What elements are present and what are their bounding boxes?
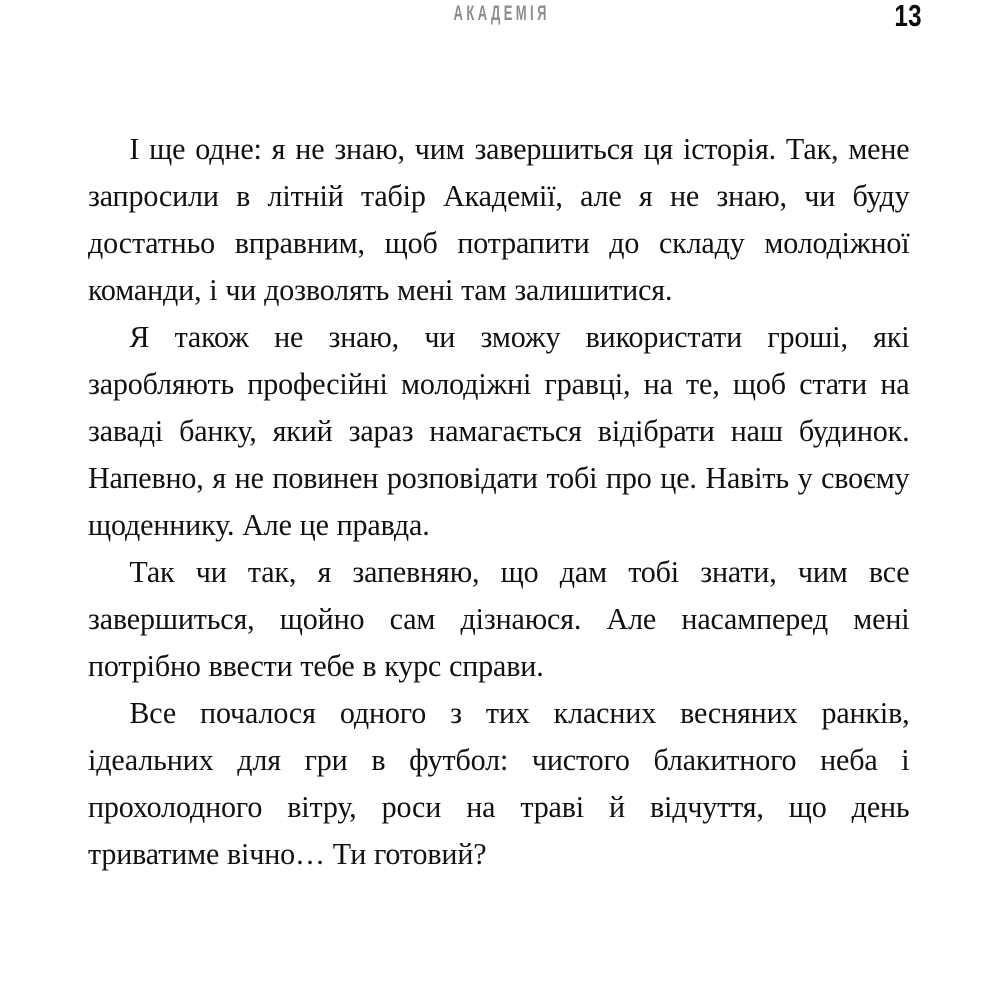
running-head [0,0,1000,46]
page-number: 13 [894,0,922,33]
paragraph: Я також не знаю, чи зможу використати гроші, які заробляють професійні молодіжні гравці, на те, щоб стати на заваді банку, який зараз намагається відібрати наш будинок. Напевно, я не повинен розповідати тобі про це. Навіть у своєму щоденнику. Але це правда. [88,320,910,542]
paragraph: І ще одне: я не знаю, чим завершиться ця історія. Так, мене запросили в літній табір Академії, але я не знаю, чи буду достатньо вправним, щоб потрапити до складу молодіжної команди, і чи дозволять мені там залишитися. [88,132,910,307]
paragraph: Так чи так, я запевняю, що дам тобі знати, чим все завершиться, щойно сам дізнаюся. Але насамперед мені потрібно ввести тебе в курс справи. [88,555,910,683]
running-head-title: АКАДЕМІЯ [453,2,550,25]
body-text-block [88,126,922,878]
paragraph: Все почалося одного з тих класних весняних ранків, ідеальних для гри в футбол: чистого блакитного неба і прохолодного вітру, роси на траві й відчуття, що день триватиме вічно… Ти готовий? [88,696,910,871]
